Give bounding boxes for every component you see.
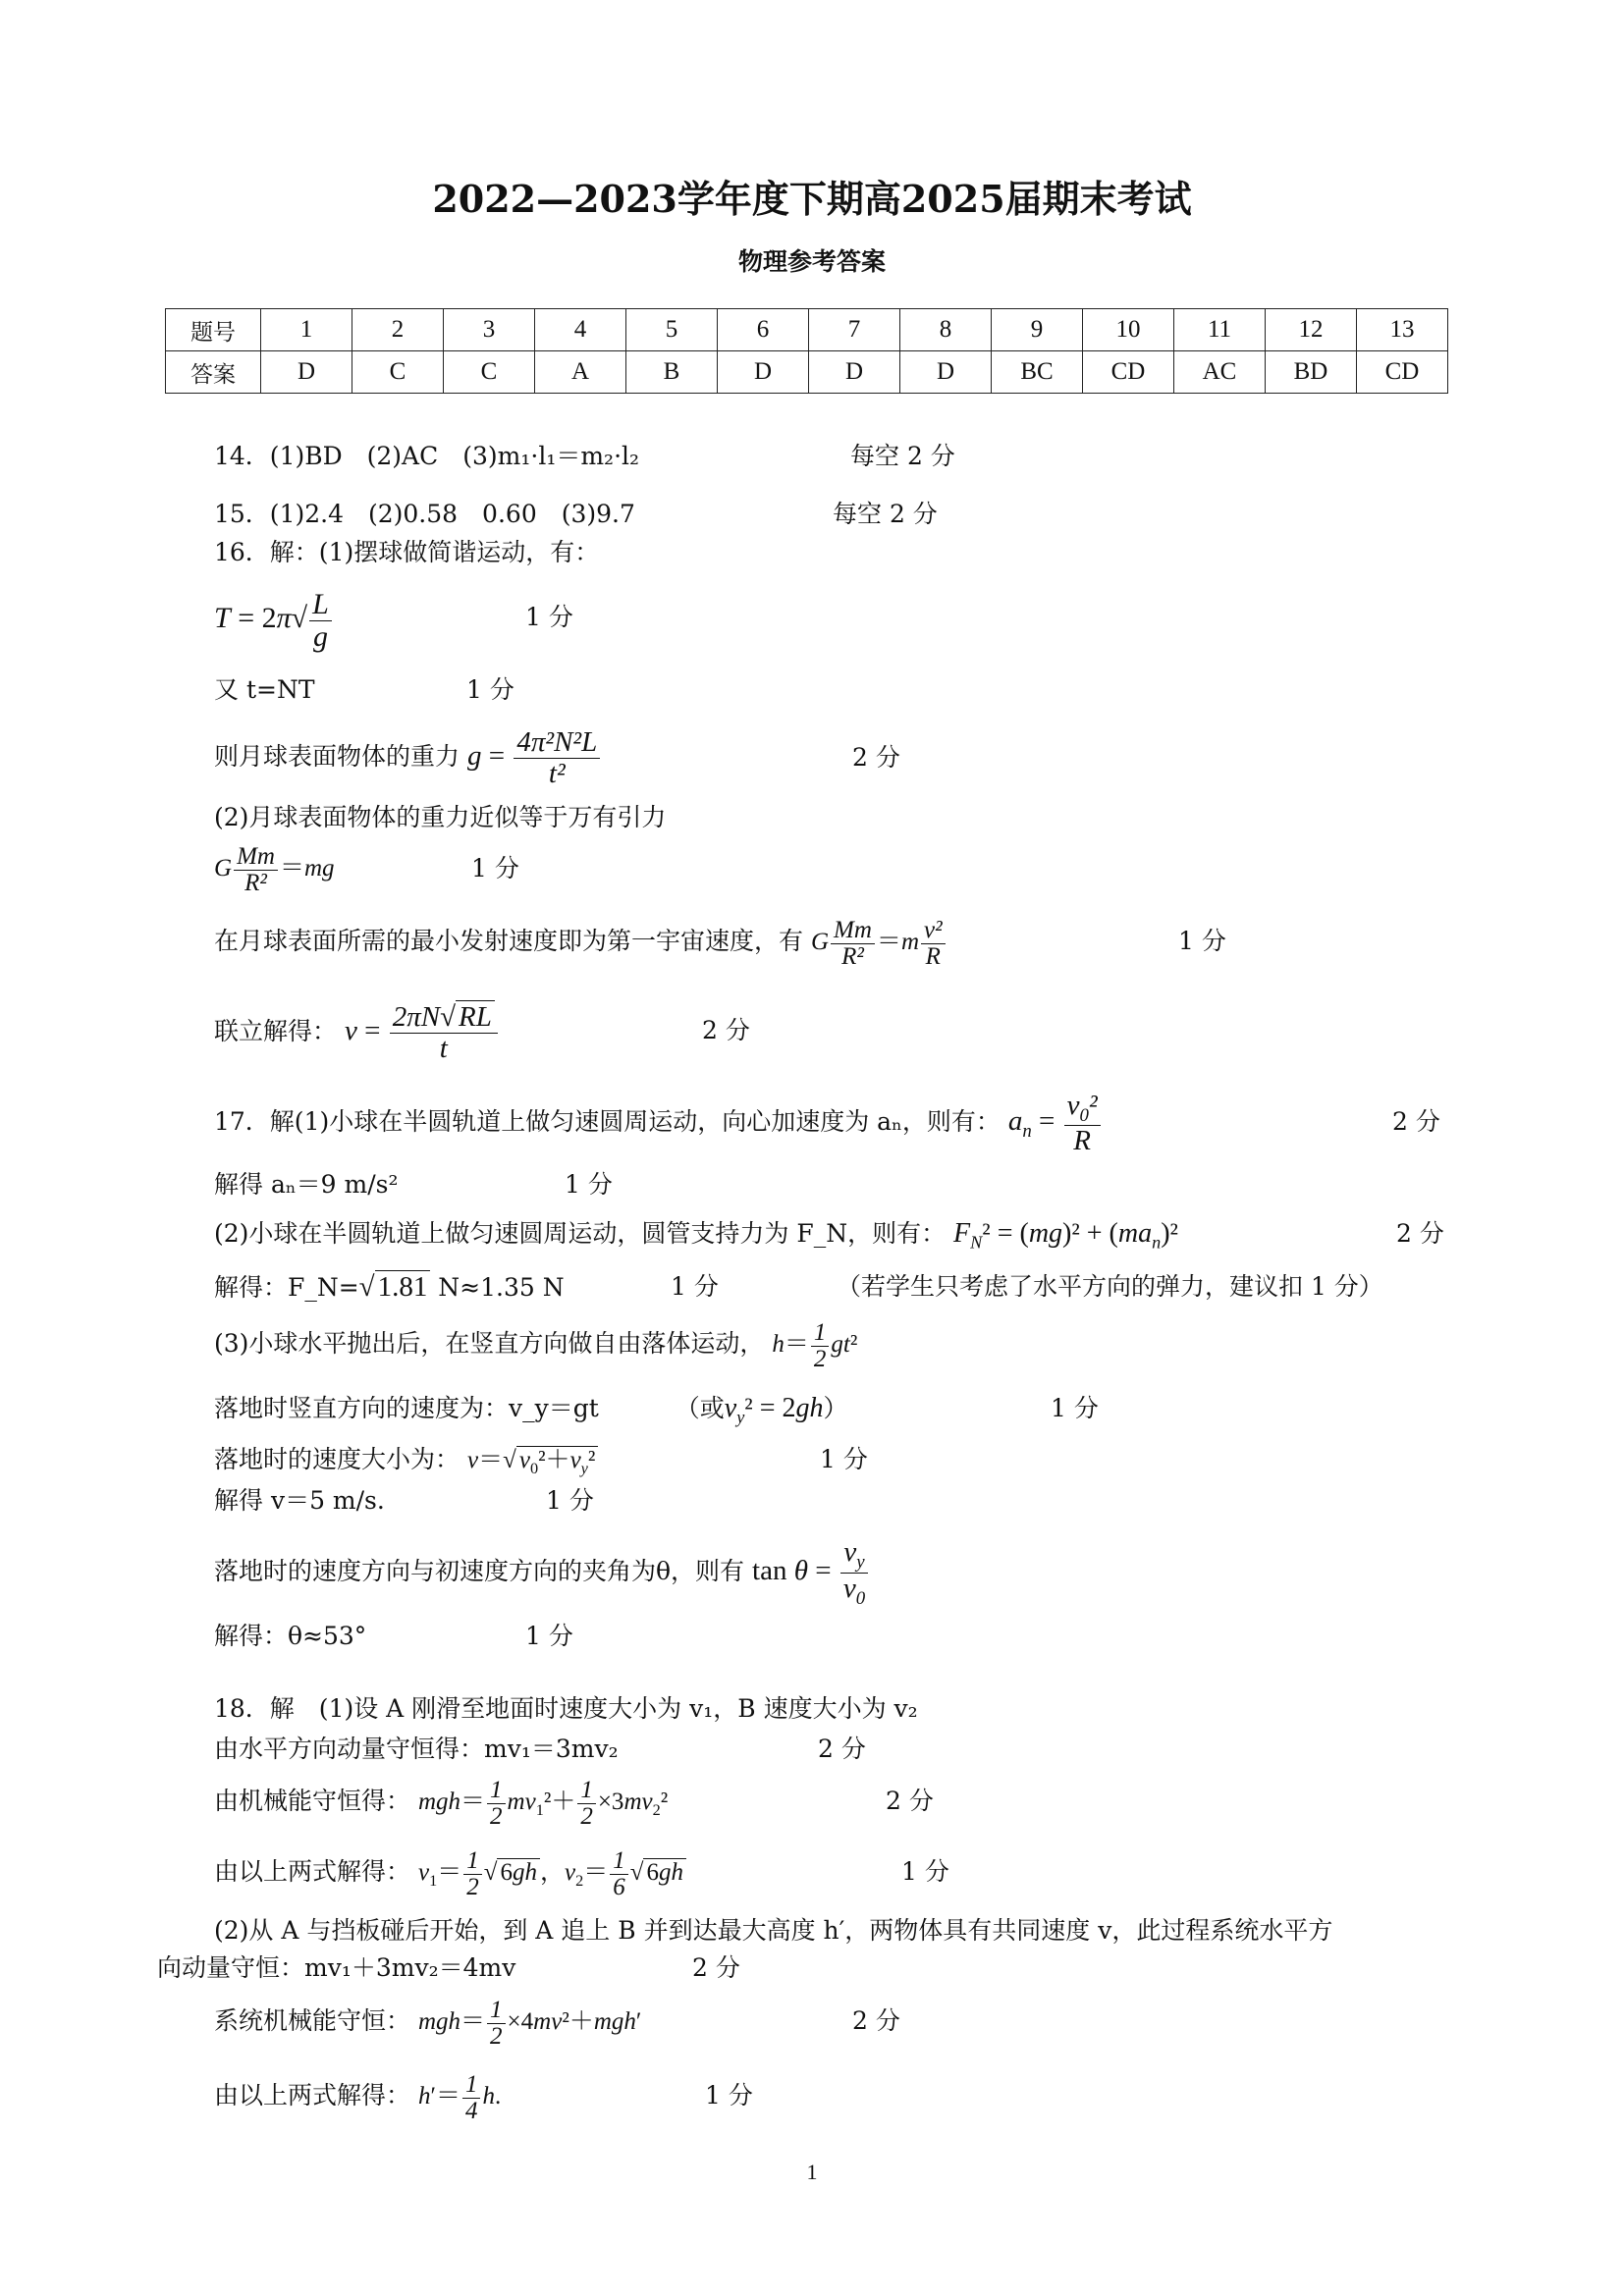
table-cell: 3 <box>444 309 535 351</box>
q17-line-9: 落地时的速度方向与初速度方向的夹角为θ，则有 tan θ = $\frac{v_y}{v_0}$ <box>214 1531 870 1611</box>
q16-line-3: 则月球表面物体的重力 g = $\frac{\text{4π²N²L}}{\text{t²}}$ <box>214 717 602 796</box>
page-subtitle: 物理参考答案 <box>737 247 886 276</box>
q17-score-6: 1 分 <box>1051 1394 1099 1422</box>
q17-line-8: 解得 v＝5 m/s. <box>214 1486 385 1515</box>
table-cell: AC <box>1174 351 1266 394</box>
q17-line-6-text: 落地时竖直方向的速度为：v_y＝gt <box>214 1394 599 1422</box>
q14-answer: 14．(1)BD (2)AC (3)m₁·l₁＝m₂·l₂ <box>214 442 640 470</box>
q17-line-4-suffix: N≈1.35 N <box>438 1273 565 1302</box>
q16-line-4: (2)月球表面物体的重力近似等于万有引力 <box>214 803 667 831</box>
q17-line-3-text: (2)小球在半圆轨道上做匀速圆周运动，圆管支持力为 F_N，则有： <box>214 1219 947 1248</box>
table-cell: 6 <box>718 309 809 351</box>
q17-note: （若学生只考虑了水平方向的弹力，建议扣 1 分） <box>837 1272 1383 1301</box>
q18-score-8: 1 分 <box>705 2081 753 2109</box>
q18-line-4: 由以上两式解得： $v_1=$ $\frac{1}{2}$ √ 6gh ，$v_2=$ $\frac{1}{6}$ √ 6gh <box>214 1838 686 1915</box>
table-cell: 12 <box>1266 309 1357 351</box>
q18-score-3: 2 分 <box>886 1787 934 1815</box>
q16-score-5: 1 分 <box>471 854 519 882</box>
q17-line-7: 落地时的速度大小为： v＝√ $v_0^2+v_y^2$ <box>214 1443 598 1485</box>
q18-line-3-text: 由机械能守恒得： <box>214 1787 411 1815</box>
q17-line-10: 解得：θ≈53° <box>214 1622 367 1650</box>
q17-line-2: 解得 aₙ＝9 m/s² <box>214 1170 399 1199</box>
table-cell: BC <box>992 351 1083 394</box>
table-cell: CD <box>1357 351 1448 394</box>
q18-line-2: 由水平方向动量守恒得：mv₁＝3mv₂ <box>214 1735 619 1763</box>
q17-line-6-alt: （或 <box>675 1394 725 1422</box>
q17-score-1: 2 分 <box>1392 1107 1440 1136</box>
page-title: 2022—2023学年度下期高2025届期末考试 <box>432 177 1192 221</box>
q17-line-1: 17．解(1)小球在半圆轨道上做匀速圆周运动，向心加速度为 aₙ，则有： $a_n$ = $\frac{v_0^2}{R}$ <box>214 1082 1103 1171</box>
q17-score-10: 1 分 <box>525 1622 573 1650</box>
q16-gravity-formula: G $\frac{Mm}{\text{R²}}$ ＝mg <box>214 842 335 896</box>
table-answer-label: 答案 <box>166 351 261 394</box>
table-cell: B <box>626 351 718 394</box>
q16-period-formula: T = 2π√ $\frac{L}{g}$ <box>214 579 334 658</box>
q17-score-4: 1 分 <box>671 1272 719 1301</box>
table-row-numbers <box>166 309 1448 351</box>
answer-table <box>165 308 1448 394</box>
q17-score-7: 1 分 <box>820 1445 868 1473</box>
q16-score-1: 1 分 <box>525 603 573 631</box>
table-header-label: 题号 <box>166 309 261 351</box>
table-cell: 11 <box>1174 309 1266 351</box>
q16-score-2: 1 分 <box>466 675 514 704</box>
q17-line-3: (2)小球在半圆轨道上做匀速圆周运动，圆管支持力为 F_N，则有： $F_N^2 = (mg)^2 + (ma_n)^2$ <box>214 1218 1178 1253</box>
table-cell: A <box>535 351 626 394</box>
q16-line-6-text: 在月球表面所需的最小发射速度即为第一宇宙速度，有 <box>214 927 804 955</box>
table-cell: D <box>718 351 809 394</box>
table-cell: D <box>261 351 352 394</box>
q18-score-7: 2 分 <box>852 2006 900 2035</box>
q17-line-7-text: 落地时的速度大小为： <box>214 1445 460 1473</box>
q17-score-8: 1 分 <box>546 1486 594 1515</box>
q17-score-3: 2 分 <box>1396 1219 1444 1248</box>
table-cell: 4 <box>535 309 626 351</box>
q17-line-4: 解得：F_N=√ 1.81 N≈1.35 N <box>214 1271 565 1303</box>
q18-line-8-text: 由以上两式解得： <box>214 2081 411 2109</box>
q17-line-5-text: (3)小球水平抛出后，在竖直方向做自由落体运动， <box>214 1329 765 1358</box>
q16-score-6: 1 分 <box>1178 927 1226 955</box>
q17-line-9-text: 落地时的速度方向与初速度方向的夹角为θ，则有 <box>214 1557 745 1585</box>
q16-line-7-text: 联立解得： <box>214 1017 338 1045</box>
q18-line-6: 向动量守恒：mv₁＋3mv₂＝4mv <box>157 1953 516 1982</box>
table-cell: 9 <box>992 309 1083 351</box>
q15-answer: 15．(1)2.4 (2)0.58 0.60 (3)9.7 <box>214 500 635 528</box>
table-cell: 5 <box>626 309 718 351</box>
q16-score-3: 2 分 <box>852 743 900 772</box>
table-cell: CD <box>1083 351 1174 394</box>
page-number: 1 <box>806 2160 818 2184</box>
table-cell: 1 <box>261 309 352 351</box>
table-cell: D <box>809 351 900 394</box>
q16-intro: 16．解：(1)摆球做简谐运动，有： <box>214 538 600 566</box>
q16-line-7: 联立解得： v = $\frac{2\pi N√ RL}{t}$ <box>214 987 500 1076</box>
table-cell: 10 <box>1083 309 1174 351</box>
q18-score-2: 2 分 <box>818 1735 866 1763</box>
q15-score: 每空 2 分 <box>833 500 938 528</box>
table-cell: 2 <box>352 309 444 351</box>
q18-line-4-text: 由以上两式解得： <box>214 1857 411 1886</box>
q17-line-4-text: 解得：F_N= <box>214 1273 359 1302</box>
q18-line-3: 由机械能守恒得： mgh＝ $\frac{1}{2}$ $mv_1^2+$ $\frac{1}{2}$ $\times 3mv_2^2$ <box>214 1776 669 1830</box>
q17-score-2: 1 分 <box>565 1170 613 1199</box>
q14-score: 每空 2 分 <box>850 442 955 470</box>
table-cell: C <box>352 351 444 394</box>
table-cell: 8 <box>900 309 992 351</box>
table-cell: C <box>444 351 535 394</box>
table-cell: D <box>900 351 992 394</box>
q16-line-6: 在月球表面所需的最小发射速度即为第一宇宙速度，有 G $\frac{Mm}{\text{R²}}$ ＝m $\frac{\text{v²}}{R}$ <box>214 907 947 977</box>
table-row-answers <box>166 351 1448 394</box>
q18-line-1: 18．解 (1)设 A 刚滑至地面时速度大小为 v₁，B 速度大小为 v₂ <box>214 1694 918 1723</box>
q16-score-7: 2 分 <box>702 1016 750 1044</box>
q18-score-4: 1 分 <box>901 1857 949 1886</box>
table-cell: 13 <box>1357 309 1448 351</box>
table-cell: BD <box>1266 351 1357 394</box>
q16-line-2: 又 t=NT <box>214 675 315 704</box>
q18-line-7: 系统机械能守恒： mgh＝ $\frac{1}{2}$ ×4mv²＋mgh′ <box>214 1996 642 2050</box>
q16-line-3-text: 则月球表面物体的重力 <box>214 742 460 771</box>
q18-score-6: 2 分 <box>692 1953 740 1982</box>
q18-line-8: 由以上两式解得： h′＝ $\frac{1}{4}$ h. <box>214 2070 502 2124</box>
table-cell: 7 <box>809 309 900 351</box>
q18-line-5: (2)从 A 与挡板碰后开始，到 A 追上 B 并到达最大高度 h′，两物体具有共同速度 v，此过程系统水平方 <box>214 1916 1333 1945</box>
q17-line-5: (3)小球水平抛出后，在竖直方向做自由落体运动， h＝ $\frac{1}{2}$ gt² <box>214 1318 858 1372</box>
q18-line-7-text: 系统机械能守恒： <box>214 2006 411 2035</box>
q17-line-6: 落地时竖直方向的速度为：v_y＝gt （或$v_y^2 = 2gh$） <box>214 1393 848 1427</box>
q17-line-1-text: 17．解(1)小球在半圆轨道上做匀速圆周运动，向心加速度为 aₙ，则有： <box>214 1107 1001 1136</box>
